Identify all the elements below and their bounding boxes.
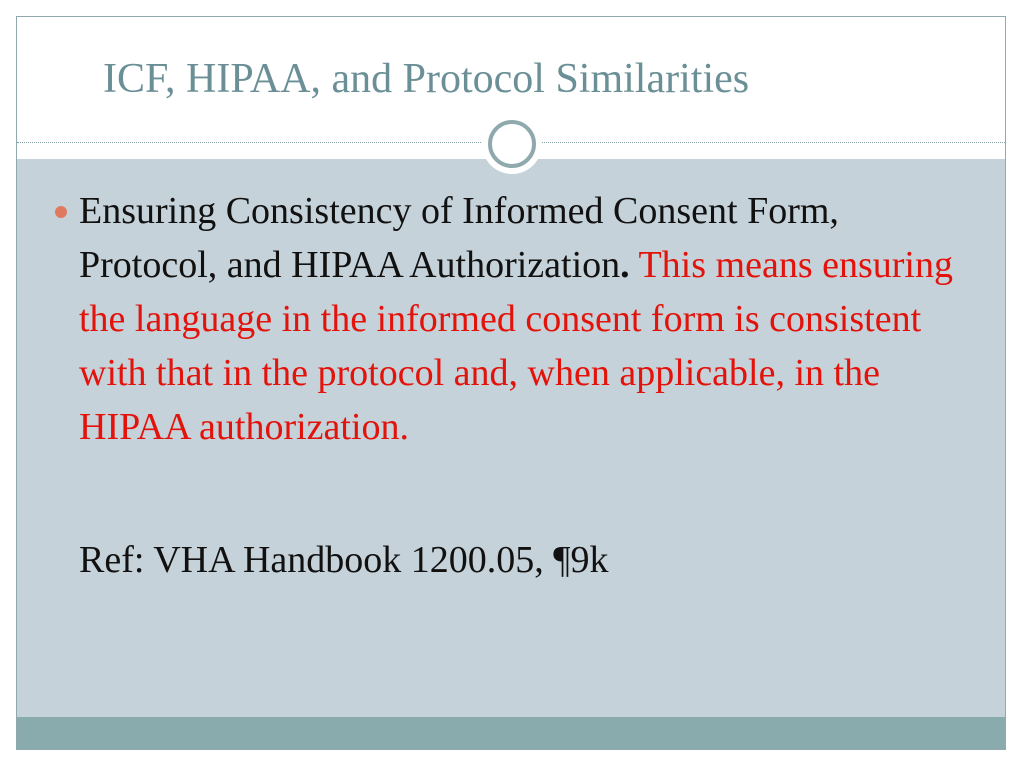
bullet-text — [79, 184, 975, 454]
slide-title: ICF, HIPAA, and Protocol Similarities — [103, 56, 750, 102]
footer-bar — [17, 717, 1005, 750]
bullet-lead-period: . — [620, 244, 630, 286]
bullet-dot-icon — [55, 206, 67, 218]
slide — [16, 16, 1006, 750]
reference-text: Ref: VHA Handbook 1200.05, ¶9k — [79, 539, 609, 581]
bullet-lead-text: Ensuring Consistency of Informed Consent Form, Protocol, and HIPAA Authorization — [79, 190, 839, 286]
bullet-item — [55, 184, 975, 454]
ring-ornament-icon — [482, 114, 542, 174]
ring-ornament-inner — [488, 120, 536, 168]
bullet-emphasis-text: This means ensuring the language in the informed consent form is consistent with that in the protocol and, when applicable, in the HIPAA authorization. — [79, 244, 953, 448]
